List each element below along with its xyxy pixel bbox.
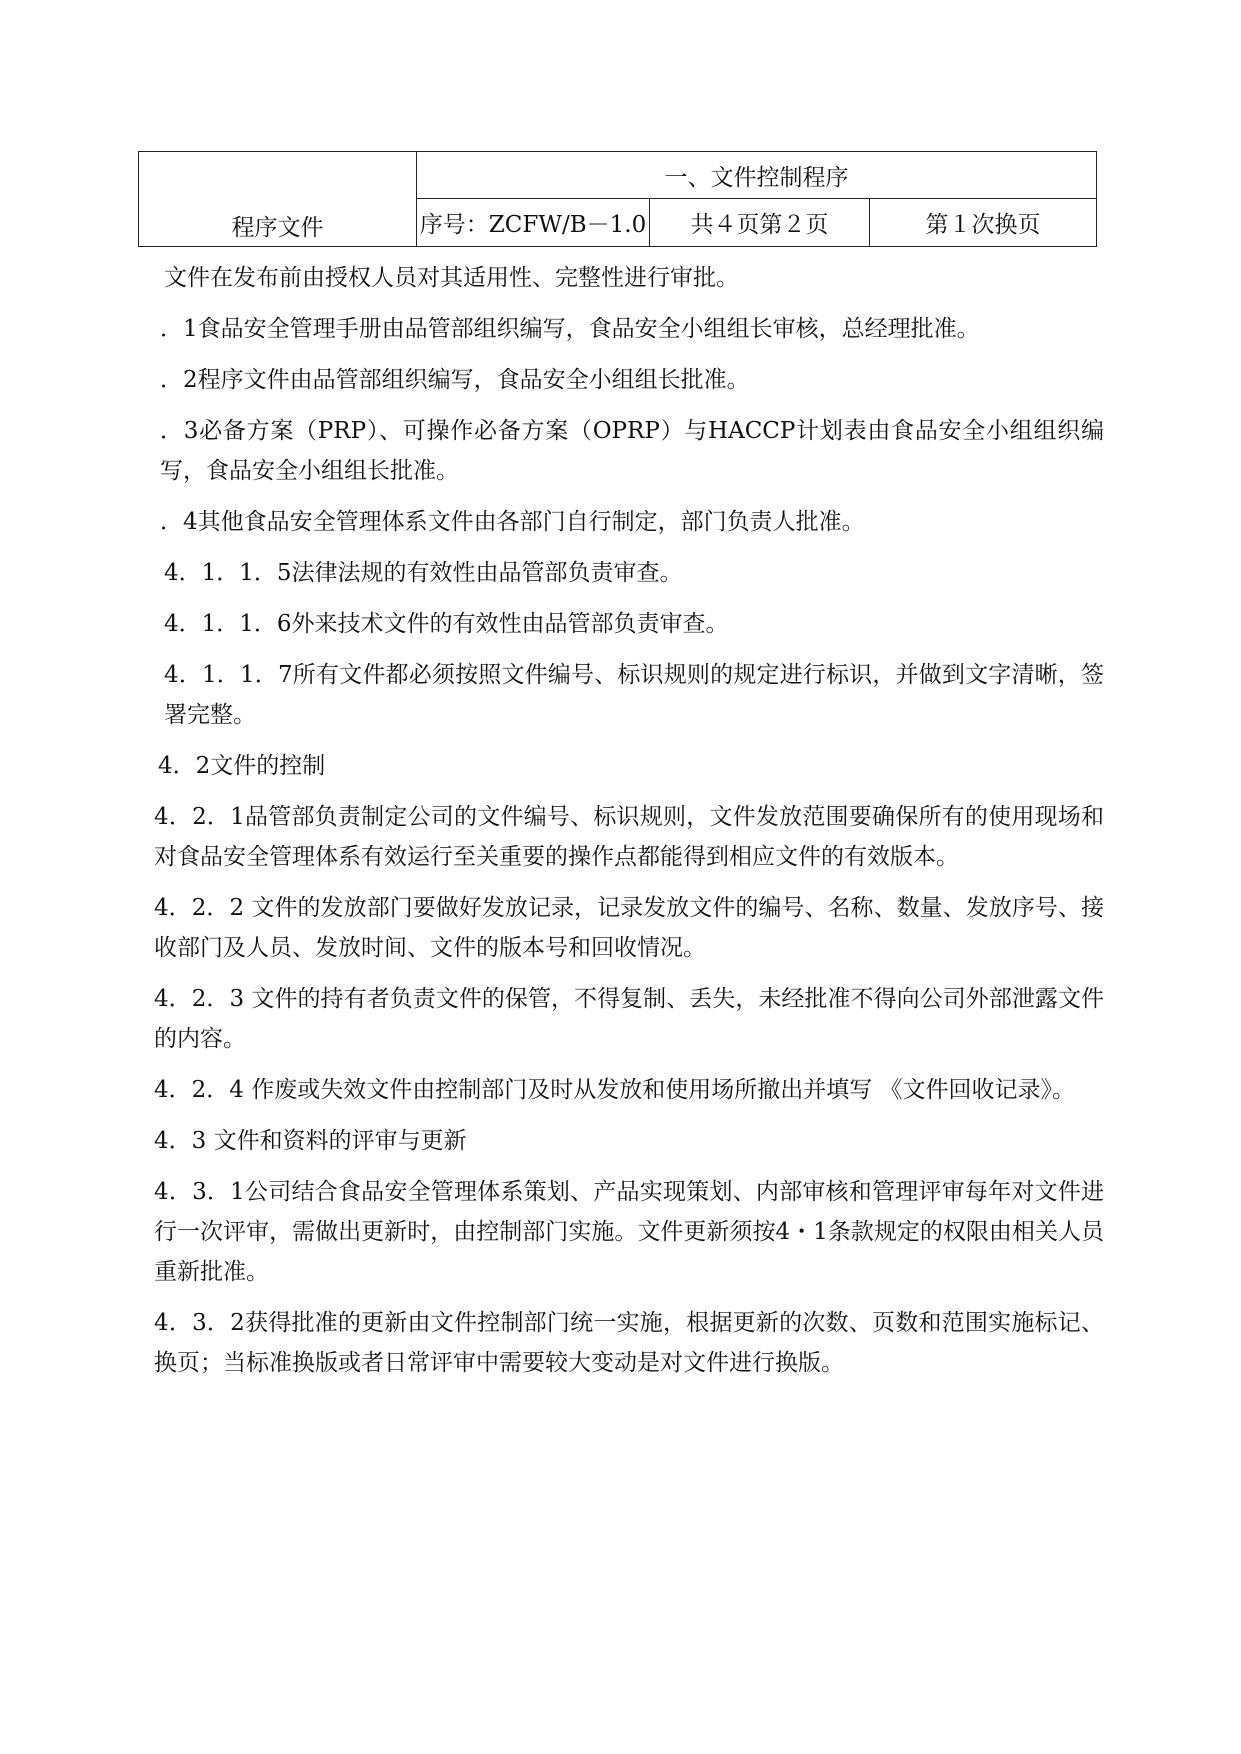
paragraph: ．2程序文件由品管部组织编写，食品安全小组组长批准。 xyxy=(160,367,750,393)
paragraph: 4．3．1公司结合食品安全管理体系策划、产品实现策划、内部审核和管理评审每年对文件进行一次评审，需做出更新时，由控制部门实施。文件更新须按4・1条款规定的权限由相关人员重新批准。 xyxy=(154,1179,1104,1285)
paragraph: 4．2．3 文件的持有者负责文件的保管，不得复制、丢失，未经批准不得向公司外部泄露文件的内容。 xyxy=(154,986,1104,1052)
paragraph: 4．1．1．7所有文件都必须按照文件编号、标识规则的规定进行标识，并做到文字清晰，签署完整。 xyxy=(164,662,1104,728)
page-count: 共４页第２页 xyxy=(650,199,870,247)
document-header-table xyxy=(138,151,1097,247)
paragraph: 4．1．1．6外来技术文件的有效性由品管部负责审查。 xyxy=(164,611,729,637)
paragraph: 4．2．1品管部负责制定公司的文件编号、标识规则，文件发放范围要确保所有的使用现场和对食品安全管理体系有效运行至关重要的操作点都能得到相应文件的有效版本。 xyxy=(154,804,1104,870)
paragraph: ．3必备方案（PRP）、可操作必备方案（OPRP）与HACCP计划表由食品安全小组组织编写，食品安全小组组长批准。 xyxy=(160,418,1104,484)
revision-info: 第１次换页 xyxy=(870,199,1097,247)
serial-number: 序号：ZCFW/B－1.0 xyxy=(417,199,650,247)
paragraph: ．4其他食品安全管理体系文件由各部门自行制定，部门负责人批准。 xyxy=(160,509,865,535)
paragraph: 4．1．1．5法律法规的有效性由品管部负责审查。 xyxy=(164,560,683,586)
section-heading: 4．2文件的控制 xyxy=(158,753,326,779)
paragraph: 文件在发布前由授权人员对其适用性、完整性进行审批。 xyxy=(164,265,739,291)
procedure-title: 一、文件控制程序 xyxy=(417,152,1097,199)
paragraph: 4．2．4 作废或失效文件由控制部门及时从发放和使用场所撤出并填写 《文件回收记录》。 xyxy=(154,1077,1076,1103)
document-body xyxy=(154,258,1104,1394)
paragraph: 4．2．2 文件的发放部门要做好发放记录，记录发放文件的编号、名称、数量、发放序号、接收部门及人员、发放时间、文件的版本号和回收情况。 xyxy=(154,895,1104,961)
doc-type-cell: 程序文件 xyxy=(139,152,417,247)
paragraph: 4．3．2获得批准的更新由文件控制部门统一实施，根据更新的次数、页数和范围实施标记、换页；当标准换版或者日常评审中需要较大变动是对文件进行换版。 xyxy=(154,1310,1104,1376)
section-heading: 4．3 文件和资料的评审与更新 xyxy=(154,1128,467,1154)
paragraph: ．1食品安全管理手册由品管部组织编写，食品安全小组组长审核，总经理批准。 xyxy=(160,316,980,342)
